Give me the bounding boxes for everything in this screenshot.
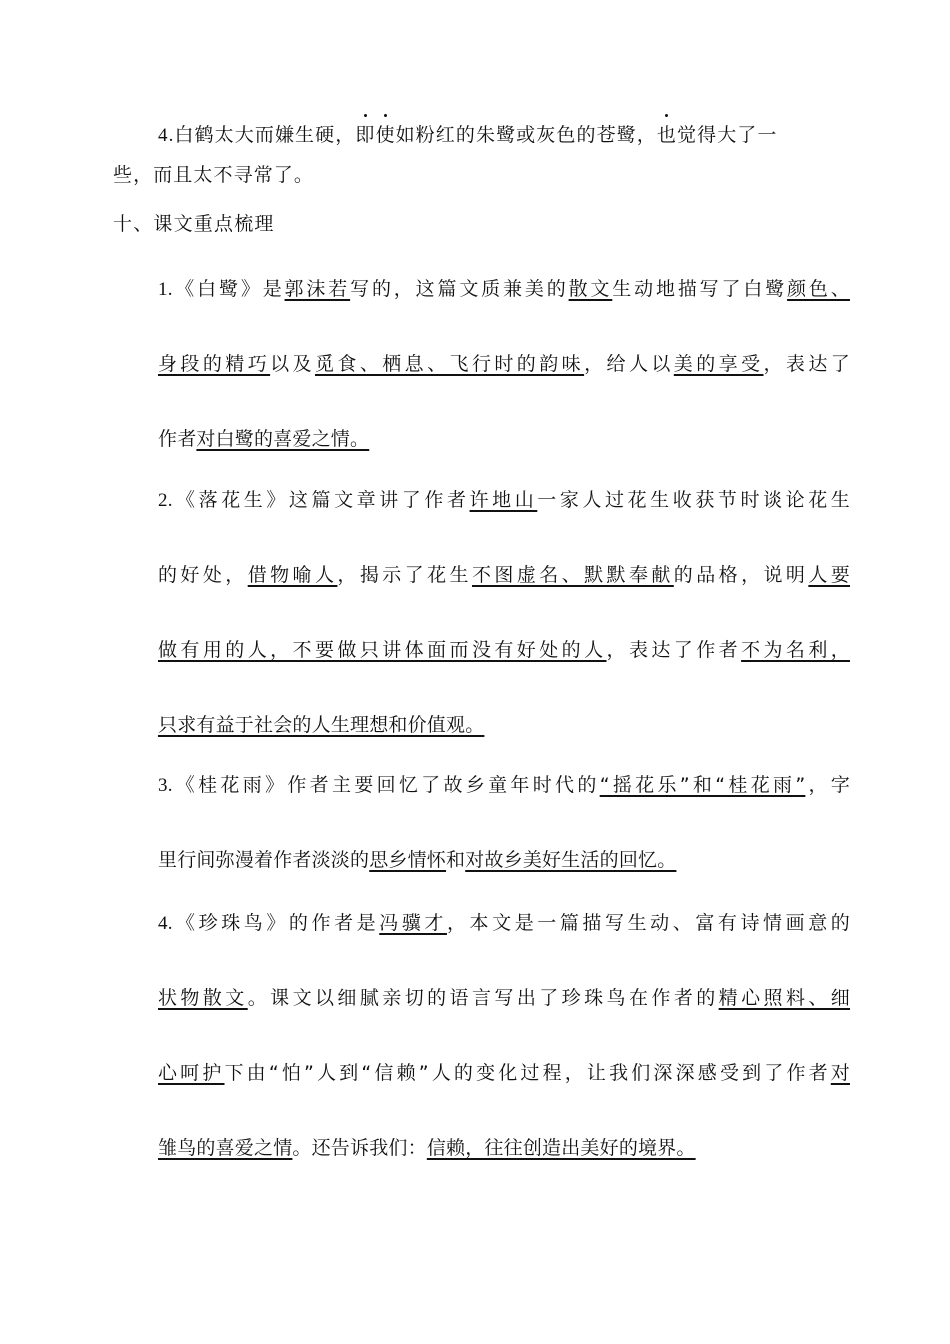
- text-run: 些，而且太不寻常了。: [113, 164, 315, 186]
- text-run: 。课文以细腻亲切的语言写出了珍珠鸟在作者的: [247, 987, 719, 1009]
- text-run: 的好处，: [158, 564, 248, 586]
- list-item-line: [158, 986, 850, 1010]
- text-run: 《落花生》这篇文章讲了作者: [172, 489, 470, 511]
- text-run: 的品格，说明: [673, 564, 809, 586]
- underlined-key-phrase: 身段的精巧: [158, 353, 271, 375]
- text-run: ，本文是一篇描写生动、富有诗情画意的: [446, 912, 850, 934]
- list-item-line: [158, 563, 850, 587]
- underlined-key-phrase: 对白鹭的喜爱之情。: [196, 428, 370, 450]
- underlined-key-phrase: 雏鸟的喜爱之情: [158, 1137, 293, 1159]
- paragraph-line: [158, 123, 848, 148]
- underlined-key-phrase: 精心照料、细: [718, 987, 851, 1009]
- text-run: 里行间弥漫着作者淡淡的: [158, 849, 370, 871]
- section-heading: 十、课文重点梳理: [113, 213, 275, 235]
- emphasis-dot-char: 也: [656, 124, 677, 146]
- item-number: 4.: [158, 125, 175, 146]
- underlined-key-phrase: 散文: [568, 278, 613, 300]
- list-item-line: [158, 277, 850, 302]
- underlined-key-phrase: 人要: [808, 564, 850, 586]
- list-item-line: [158, 352, 850, 376]
- item-number: 3.: [158, 775, 173, 796]
- text-run: 和: [446, 849, 466, 871]
- list-item-line: [158, 1061, 850, 1085]
- underlined-key-phrase: 颜色、: [787, 278, 850, 300]
- underlined-key-phrase: “摇花乐”和“桂花雨”: [599, 774, 806, 796]
- text-run: 。还告诉我们：: [292, 1137, 427, 1159]
- text-run: 写的，这篇文质兼美的: [350, 278, 569, 300]
- list-item-line: [158, 638, 850, 662]
- text-run: ，表达了: [763, 353, 850, 375]
- underlined-key-phrase: 思乡情怀: [369, 849, 447, 871]
- underlined-key-phrase: 只求有益于社会的人生理想和价值观。: [158, 714, 485, 736]
- item-number: 4.: [158, 913, 173, 934]
- underlined-key-phrase: 信赖，往往创造出美好的境界。: [426, 1137, 696, 1159]
- text-run: 觉得大了一: [677, 124, 778, 146]
- text-run: 白鹤太大而嫌生硬，: [174, 124, 356, 146]
- list-item-line: [158, 773, 850, 798]
- item-number: 1.: [158, 279, 173, 300]
- underlined-key-phrase: 不为名利，: [741, 639, 850, 661]
- text-run: 以及: [270, 353, 315, 375]
- list-item-line: [158, 427, 850, 451]
- list-item-line: [158, 713, 850, 737]
- underlined-key-phrase: 郭沫若: [284, 278, 351, 300]
- underlined-key-phrase: 对: [830, 1062, 850, 1084]
- underlined-key-phrase: 状物散文: [158, 987, 248, 1009]
- underlined-key-phrase: 不图虚名、默默奉献: [471, 564, 674, 586]
- text-run: 《桂花雨》作者主要回忆了故乡童年时代的: [172, 774, 600, 796]
- text-run: ，揭示了花生: [337, 564, 472, 586]
- underlined-key-phrase: 美的享受: [673, 353, 764, 375]
- text-run: 如粉红的朱鹭或灰色的苍鹭，: [395, 124, 657, 146]
- underlined-key-phrase: 冯骥才: [379, 912, 447, 934]
- text-run: 一家人过花生收获节时谈论花生: [537, 489, 850, 511]
- emphasis-dot-char: 即: [355, 124, 376, 146]
- list-item-line: [158, 1136, 850, 1160]
- text-run: 作者: [158, 428, 197, 450]
- text-run: 生动地描写了白鹭: [612, 278, 788, 300]
- text-run: 《珍珠鸟》的作者是: [172, 912, 380, 934]
- text-run: ，给人以: [584, 353, 674, 375]
- underlined-key-phrase: 借物喻人: [247, 564, 338, 586]
- list-item-line: [158, 911, 850, 936]
- text-run: 下由“怕”人到“信赖”人的变化过程，让我们深深感受到了作者: [224, 1062, 831, 1084]
- emphasis-dot-char: 使: [375, 124, 396, 146]
- list-item-line: [158, 488, 850, 513]
- text-run: ，字: [805, 774, 850, 796]
- underlined-key-phrase: 对故乡美好生活的回忆。: [465, 849, 677, 871]
- underlined-key-phrase: 觅食、栖息、飞行时的韵味: [314, 353, 585, 375]
- underlined-key-phrase: 心呵护: [158, 1062, 225, 1084]
- underlined-key-phrase: 许地山: [469, 489, 538, 511]
- item-number: 2.: [158, 490, 173, 511]
- list-item-line: [158, 848, 850, 872]
- paragraph-line: [113, 163, 314, 187]
- text-run: ，表达了作者: [606, 639, 742, 661]
- underlined-key-phrase: 做有用的人，不要做只讲体面而没有好处的人: [158, 639, 607, 661]
- text-run: 《白鹭》是: [172, 278, 285, 300]
